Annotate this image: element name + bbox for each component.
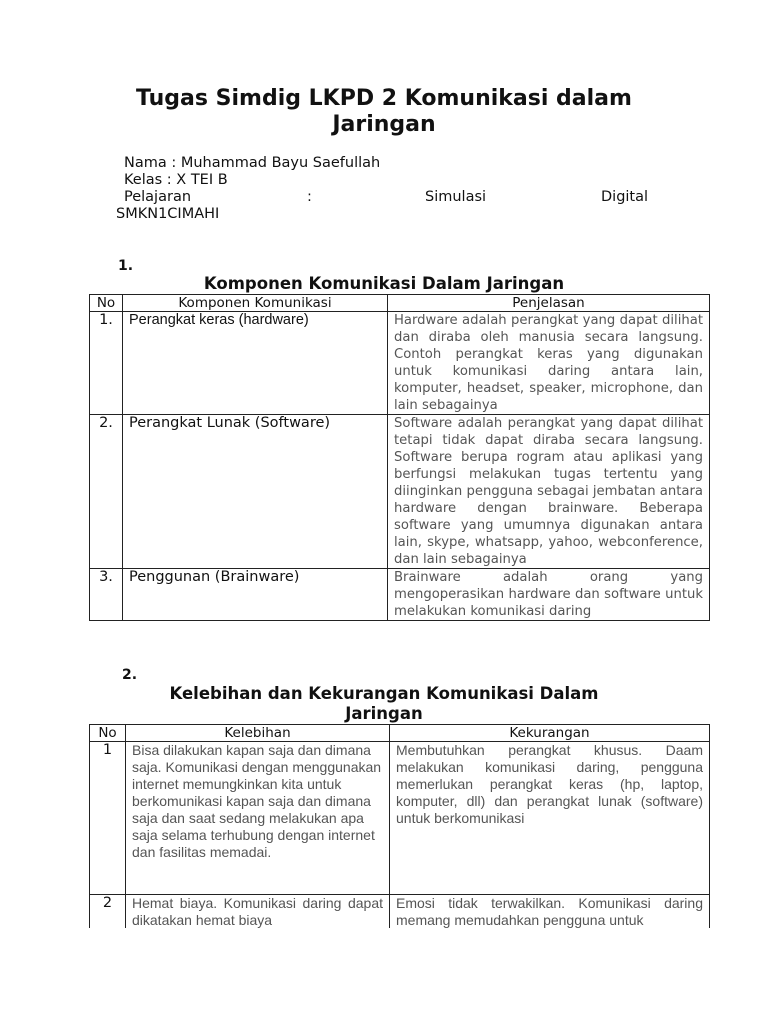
component-name: Perangkat Lunak (Software): [123, 415, 388, 569]
subject-value-2: Digital: [601, 189, 649, 205]
component-description: Hardware adalah perangkat yang dapat dilihat dan diraba oleh manusia secara langsung. Contoh perangkat keras yang digunakan untuk komunikasi daring antara lain, komputer, headset, speaker, microphone, dan lain sebagainya: [388, 312, 710, 415]
header-kelebihan: Kelebihan: [126, 725, 390, 742]
disadvantage-text: Membutuhkan perangkat khusus. Daam melakukan komunikasi daring, pengguna memerlukan perangkat keras (hp, laptop, komputer, dll) dan perangkat lunak (software) untuk berkomunikasi: [390, 742, 710, 895]
table-row: [90, 895, 710, 929]
section-1-title: Komponen Komunikasi Dalam Jaringan: [203, 274, 565, 293]
section-2-number: 2.: [122, 667, 138, 683]
table-row: [90, 742, 710, 895]
subject-value-1: Simulasi: [425, 189, 487, 205]
component-description: Software adalah perangkat yang dapat dilihat tetapi tidak dapat diraba secara langsung. Software berupa rogram atau aplikasi yang berfungsi melakukan tugas tertentu yang diinginkan pengguna sebagai jembatan antara hardware dengan brainware. Beberapa software yang umumnya digunakan antara lain, skype, whatsapp, yahoo, webconference, dan lain sebagainya: [388, 415, 710, 569]
row-number: 2: [90, 895, 126, 929]
header-no: No: [90, 295, 123, 312]
student-name: Nama : Muhammad Bayu Saefullah: [124, 155, 381, 171]
row-number: 1.: [90, 312, 123, 415]
subject-colon: :: [307, 189, 312, 205]
table-row: [90, 312, 710, 415]
header-penjelasan: Penjelasan: [388, 295, 710, 312]
component-description: Brainware adalah orang yang mengoperasikan hardware dan software untuk melakukan komunikasi daring: [388, 569, 710, 621]
component-name: Perangkat keras (hardware): [123, 312, 388, 415]
row-number: 2.: [90, 415, 123, 569]
table-row: [90, 415, 710, 569]
components-table: [89, 294, 710, 621]
advantages-table: [89, 724, 710, 928]
component-name: Penggunan (Brainware): [123, 569, 388, 621]
school-name: SMKN1CIMAHI: [116, 206, 220, 222]
document-title: Tugas Simdig LKPD 2 Komunikasi dalam Jaringan: [136, 86, 632, 137]
header-komponen: Komponen Komunikasi: [123, 295, 388, 312]
section-2-title: Kelebihan dan Kekurangan Komunikasi Dalam Jaringan: [169, 684, 599, 723]
table-header-row: [90, 725, 710, 742]
section-1-number: 1.: [118, 258, 134, 274]
disadvantage-text: Emosi tidak terwakilkan. Komunikasi daring memang memudahkan pengguna untuk: [390, 895, 710, 929]
advantages-table-clip: [89, 724, 710, 928]
advantage-text: Bisa dilakukan kapan saja dan dimana saja. Komunikasi dengan menggunakan internet memungkinkan kita untuk berkomunikasi kapan saja dan dimana saja dan saat sedang melakukan apa saja selama terhubung dengan internet dan fasilitas memadai.: [126, 742, 390, 895]
subject-label: Pelajaran: [124, 189, 192, 205]
table-header-row: [90, 295, 710, 312]
row-number: 1: [90, 742, 126, 895]
header-no: No: [90, 725, 126, 742]
student-class: Kelas : X TEI B: [124, 172, 228, 188]
header-kekurangan: Kekurangan: [390, 725, 710, 742]
table-row: [90, 569, 710, 621]
advantage-text: Hemat biaya. Komunikasi daring dapat dikatakan hemat biaya: [126, 895, 390, 929]
row-number: 3.: [90, 569, 123, 621]
